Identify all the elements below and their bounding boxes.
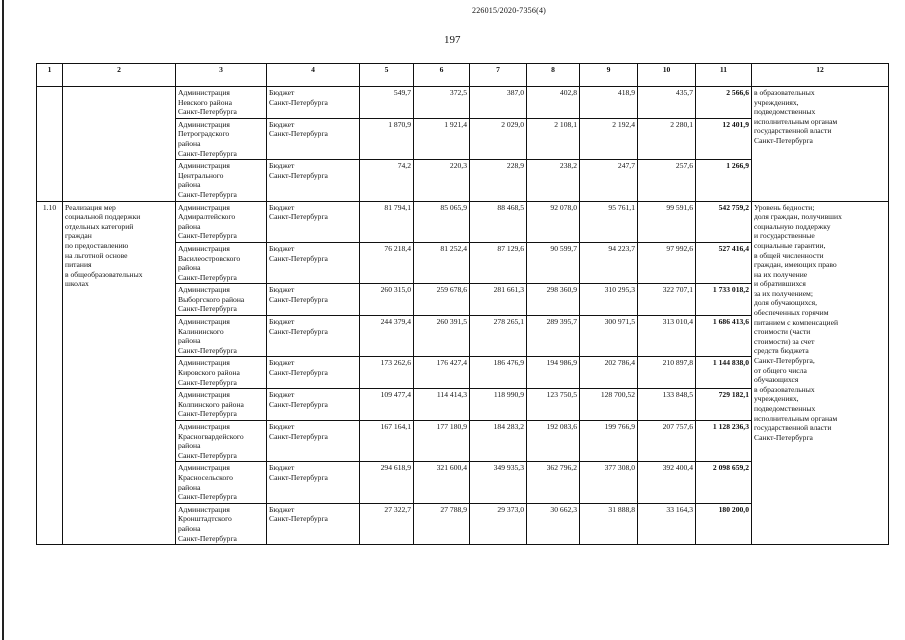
year-value-cell: 133 848,5 bbox=[638, 389, 696, 421]
year-value-cell: 281 661,3 bbox=[470, 284, 527, 316]
table-body bbox=[37, 64, 889, 545]
funding-source-cell bbox=[267, 242, 360, 283]
column-header: 2 bbox=[63, 64, 176, 87]
organization-line: Санкт-Петербурга bbox=[178, 492, 237, 502]
organization-line: Администрация bbox=[178, 358, 230, 368]
total-cell: 527 416,4 bbox=[696, 242, 752, 283]
funding-source-line: Бюджет bbox=[269, 161, 295, 171]
measure-line: по предоставлению bbox=[65, 240, 129, 250]
organization-line: Адмиралтейского bbox=[178, 212, 236, 222]
organization-line: района bbox=[178, 523, 201, 533]
funding-source-line: Санкт-Петербурга bbox=[269, 170, 328, 180]
organization-line: Администрация bbox=[178, 88, 230, 97]
year-value-cell: 186 476,9 bbox=[470, 357, 527, 389]
organization-line: Санкт-Петербурга bbox=[178, 533, 237, 543]
organization-line: Выборгского района bbox=[178, 294, 245, 304]
funding-source-line: Санкт-Петербурга bbox=[269, 129, 328, 139]
organization-line: Красносельского bbox=[178, 472, 233, 482]
year-value-cell: 210 897,8 bbox=[638, 357, 696, 389]
funding-source-line: Санкт-Петербурга bbox=[269, 253, 328, 263]
year-value-cell: 76 218,4 bbox=[360, 242, 414, 283]
organization-cell bbox=[176, 284, 267, 316]
column-header: 9 bbox=[580, 64, 638, 87]
year-value-cell: 27 322,7 bbox=[360, 503, 414, 544]
year-value-cell: 372,5 bbox=[414, 87, 470, 119]
funding-source-line: Санкт-Петербурга bbox=[269, 472, 328, 482]
funding-source-line: Бюджет bbox=[269, 463, 295, 473]
indicator-line: и государственные bbox=[754, 231, 815, 241]
year-value-cell: 81 252,4 bbox=[414, 242, 470, 283]
item-number-cell: 1.10 bbox=[37, 201, 63, 545]
year-value-cell: 92 078,0 bbox=[527, 201, 580, 242]
indicator-line: подведомственных bbox=[754, 107, 816, 117]
measure-line: на льготной основе bbox=[65, 250, 128, 260]
funding-source-cell bbox=[267, 503, 360, 544]
indicator-line: государственной власти bbox=[754, 126, 832, 136]
column-header: 5 bbox=[360, 64, 414, 87]
funding-source-cell bbox=[267, 316, 360, 357]
year-value-cell: 260 315,0 bbox=[360, 284, 414, 316]
measure-line: школах bbox=[65, 279, 89, 289]
organization-line: Калининского bbox=[178, 326, 224, 336]
funding-source-cell bbox=[267, 201, 360, 242]
year-value-cell: 99 591,6 bbox=[638, 201, 696, 242]
organization-line: района bbox=[178, 138, 201, 148]
indicator-line: государственной власти bbox=[754, 423, 832, 433]
column-header: 10 bbox=[638, 64, 696, 87]
organization-line: Администрация bbox=[178, 161, 230, 171]
organization-cell bbox=[176, 316, 267, 357]
year-value-cell: 30 662,3 bbox=[527, 503, 580, 544]
funding-source-cell bbox=[267, 462, 360, 503]
year-value-cell: 184 283,2 bbox=[470, 421, 527, 462]
organization-cell bbox=[176, 87, 267, 119]
indicator-cell bbox=[752, 87, 889, 202]
organization-line: Центрального bbox=[178, 170, 224, 180]
organization-line: Администрация bbox=[178, 504, 230, 514]
indicator-line: Санкт-Петербурга bbox=[754, 432, 813, 442]
indicator-line: в образовательных bbox=[754, 384, 815, 394]
year-value-cell: 177 180,9 bbox=[414, 421, 470, 462]
funding-source-cell bbox=[267, 118, 360, 159]
organization-cell bbox=[176, 462, 267, 503]
year-value-cell: 259 678,6 bbox=[414, 284, 470, 316]
organization-line: Кронштадтского bbox=[178, 514, 232, 524]
year-value-cell: 313 010,4 bbox=[638, 316, 696, 357]
year-value-cell: 220,3 bbox=[414, 160, 470, 201]
organization-cell bbox=[176, 503, 267, 544]
organization-line: Санкт-Петербурга bbox=[178, 450, 237, 460]
organization-cell bbox=[176, 118, 267, 159]
total-cell: 1 266,9 bbox=[696, 160, 752, 201]
organization-line: Администрация bbox=[178, 285, 230, 295]
year-value-cell: 298 360,9 bbox=[527, 284, 580, 316]
year-value-cell: 88 468,5 bbox=[470, 201, 527, 242]
organization-cell bbox=[176, 357, 267, 389]
funding-source-line: Бюджет bbox=[269, 422, 295, 431]
measure-line: в общеобразовательных bbox=[65, 269, 143, 279]
total-cell: 180 200,0 bbox=[696, 503, 752, 544]
year-value-cell: 310 295,3 bbox=[580, 284, 638, 316]
organization-line: Администрация bbox=[178, 202, 230, 212]
year-value-cell: 94 223,7 bbox=[580, 242, 638, 283]
organization-line: Красногвардейского bbox=[178, 431, 244, 441]
organization-line: Администрация bbox=[178, 317, 230, 327]
indicator-line: от общего числа bbox=[754, 365, 807, 375]
organization-line: района bbox=[178, 263, 201, 273]
year-value-cell: 173 262,6 bbox=[360, 357, 414, 389]
year-value-cell: 294 618,9 bbox=[360, 462, 414, 503]
year-value-cell: 322 707,1 bbox=[638, 284, 696, 316]
year-value-cell: 74,2 bbox=[360, 160, 414, 201]
measure-line: питания bbox=[65, 260, 92, 270]
organization-line: Санкт-Петербурга bbox=[178, 377, 237, 387]
funding-source-cell bbox=[267, 421, 360, 462]
indicator-line: социальные гарантии, bbox=[754, 240, 826, 250]
year-value-cell: 1 870,9 bbox=[360, 118, 414, 159]
organization-line: Санкт-Петербурга bbox=[178, 231, 237, 241]
year-value-cell: 244 379,4 bbox=[360, 316, 414, 357]
organization-line: района bbox=[178, 180, 201, 190]
column-header: 11 bbox=[696, 64, 752, 87]
funding-source-line: Бюджет bbox=[269, 243, 295, 253]
scan-edge-line bbox=[2, 0, 4, 640]
year-value-cell: 362 796,2 bbox=[527, 462, 580, 503]
indicator-line: за их получением; bbox=[754, 288, 813, 298]
organization-line: района bbox=[178, 336, 201, 346]
organization-line: Администрация bbox=[178, 422, 230, 431]
column-header: 6 bbox=[414, 64, 470, 87]
year-value-cell: 289 395,7 bbox=[527, 316, 580, 357]
organization-line: Администрация bbox=[178, 390, 230, 400]
total-cell: 1 144 838,0 bbox=[696, 357, 752, 389]
funding-source-line: Бюджет bbox=[269, 202, 295, 212]
total-cell: 542 759,2 bbox=[696, 201, 752, 242]
organization-line: Санкт-Петербурга bbox=[178, 148, 237, 158]
year-value-cell: 238,2 bbox=[527, 160, 580, 201]
organization-line: Петроградского bbox=[178, 129, 230, 139]
funding-source-cell bbox=[267, 389, 360, 421]
indicator-line: стоимости) за счет bbox=[754, 336, 815, 346]
organization-line: Колпинского района bbox=[178, 399, 244, 409]
year-value-cell: 278 265,1 bbox=[470, 316, 527, 357]
organization-cell bbox=[176, 421, 267, 462]
year-value-cell: 2 192,4 bbox=[580, 118, 638, 159]
year-value-cell: 257,6 bbox=[638, 160, 696, 201]
indicator-line: стоимости (части bbox=[754, 327, 811, 337]
total-cell: 729 182,1 bbox=[696, 389, 752, 421]
total-cell: 1 128 236,3 bbox=[696, 421, 752, 462]
measure-name-cell bbox=[63, 201, 176, 545]
organization-cell bbox=[176, 389, 267, 421]
organization-line: Санкт-Петербурга bbox=[178, 107, 237, 117]
year-value-cell: 300 971,5 bbox=[580, 316, 638, 357]
indicator-line: в образовательных bbox=[754, 88, 815, 97]
year-value-cell: 260 391,5 bbox=[414, 316, 470, 357]
table-row bbox=[37, 201, 889, 242]
funding-source-line: Бюджет bbox=[269, 504, 295, 514]
indicator-line: доля обучающихся, bbox=[754, 298, 818, 308]
indicator-line: исполнительным органам bbox=[754, 413, 838, 423]
total-cell: 1 686 413,6 bbox=[696, 316, 752, 357]
funding-source-cell bbox=[267, 160, 360, 201]
indicator-line: Уровень бедности; bbox=[754, 202, 815, 212]
funding-source-line: Бюджет bbox=[269, 390, 295, 400]
indicator-line: исполнительным органам bbox=[754, 116, 838, 126]
funding-source-line: Санкт-Петербурга bbox=[269, 368, 328, 378]
measure-line: социальной поддержки bbox=[65, 212, 141, 222]
year-value-cell: 95 761,1 bbox=[580, 201, 638, 242]
year-value-cell: 387,0 bbox=[470, 87, 527, 119]
organization-line: Санкт-Петербурга bbox=[178, 304, 237, 314]
year-value-cell: 33 164,3 bbox=[638, 503, 696, 544]
indicator-line: доля граждан, получивших bbox=[754, 212, 842, 222]
year-value-cell: 418,9 bbox=[580, 87, 638, 119]
year-value-cell: 176 427,4 bbox=[414, 357, 470, 389]
year-value-cell: 114 414,3 bbox=[414, 389, 470, 421]
funding-source-line: Бюджет bbox=[269, 317, 295, 327]
year-value-cell: 85 065,9 bbox=[414, 201, 470, 242]
item-number-cell bbox=[37, 87, 63, 202]
organization-line: Санкт-Петербурга bbox=[178, 409, 237, 419]
column-header: 7 bbox=[470, 64, 527, 87]
column-header: 1 bbox=[37, 64, 63, 87]
organization-line: района bbox=[178, 441, 201, 451]
year-value-cell: 118 990,9 bbox=[470, 389, 527, 421]
year-value-cell: 87 129,6 bbox=[470, 242, 527, 283]
indicator-line: средств бюджета bbox=[754, 346, 809, 356]
year-value-cell: 194 986,9 bbox=[527, 357, 580, 389]
total-cell: 2 566,6 bbox=[696, 87, 752, 119]
year-value-cell: 192 083,6 bbox=[527, 421, 580, 462]
table-header-row bbox=[37, 64, 889, 87]
organization-line: района bbox=[178, 482, 201, 492]
funding-source-line: Санкт-Петербурга bbox=[269, 294, 328, 304]
organization-line: Санкт-Петербурга bbox=[178, 345, 237, 355]
year-value-cell: 435,7 bbox=[638, 87, 696, 119]
year-value-cell: 123 750,5 bbox=[527, 389, 580, 421]
table-row bbox=[37, 87, 889, 119]
organization-cell bbox=[176, 201, 267, 242]
funding-source-line: Бюджет bbox=[269, 119, 295, 129]
year-value-cell: 392 400,4 bbox=[638, 462, 696, 503]
year-value-cell: 228,9 bbox=[470, 160, 527, 201]
indicator-line: подведомственных bbox=[754, 404, 816, 413]
total-cell: 12 401,9 bbox=[696, 118, 752, 159]
year-value-cell: 2 108,1 bbox=[527, 118, 580, 159]
organization-line: Кировского района bbox=[178, 368, 240, 378]
organization-cell bbox=[176, 242, 267, 283]
program-table bbox=[36, 63, 889, 545]
indicator-line: граждан, имеющих право bbox=[754, 260, 837, 270]
total-cell: 2 098 659,2 bbox=[696, 462, 752, 503]
indicator-line: в общей численности bbox=[754, 250, 824, 260]
year-value-cell: 97 992,6 bbox=[638, 242, 696, 283]
year-value-cell: 349 935,3 bbox=[470, 462, 527, 503]
funding-source-line: Бюджет bbox=[269, 88, 295, 97]
organization-line: Администрация bbox=[178, 463, 230, 473]
indicator-line: социальную поддержку bbox=[754, 221, 831, 231]
page-number: 197 bbox=[444, 34, 461, 46]
year-value-cell: 321 600,4 bbox=[414, 462, 470, 503]
funding-source-line: Санкт-Петербурга bbox=[269, 431, 328, 441]
year-value-cell: 2 029,0 bbox=[470, 118, 527, 159]
indicator-cell bbox=[752, 201, 889, 545]
funding-source-line: Санкт-Петербурга bbox=[269, 326, 328, 336]
year-value-cell: 29 373,0 bbox=[470, 503, 527, 544]
year-value-cell: 31 888,8 bbox=[580, 503, 638, 544]
organization-cell bbox=[176, 160, 267, 201]
funding-source-line: Санкт-Петербурга bbox=[269, 514, 328, 524]
funding-source-line: Санкт-Петербурга bbox=[269, 97, 328, 107]
year-value-cell: 167 164,1 bbox=[360, 421, 414, 462]
year-value-cell: 377 308,0 bbox=[580, 462, 638, 503]
organization-line: Василеостровского bbox=[178, 253, 241, 263]
funding-source-line: Санкт-Петербурга bbox=[269, 399, 328, 409]
total-cell: 1 733 018,2 bbox=[696, 284, 752, 316]
year-value-cell: 1 921,4 bbox=[414, 118, 470, 159]
column-header: 4 bbox=[267, 64, 360, 87]
year-value-cell: 27 788,9 bbox=[414, 503, 470, 544]
year-value-cell: 81 794,1 bbox=[360, 201, 414, 242]
organization-line: Санкт-Петербурга bbox=[178, 189, 237, 199]
funding-source-cell bbox=[267, 357, 360, 389]
indicator-line: на их получение bbox=[754, 269, 808, 279]
year-value-cell: 247,7 bbox=[580, 160, 638, 201]
year-value-cell: 202 786,4 bbox=[580, 357, 638, 389]
indicator-line: обеспеченных горячим bbox=[754, 308, 829, 318]
organization-line: Администрация bbox=[178, 119, 230, 129]
funding-source-cell bbox=[267, 284, 360, 316]
funding-source-cell bbox=[267, 87, 360, 119]
measure-line: Реализация мер bbox=[65, 202, 116, 212]
indicator-line: Санкт-Петербурга bbox=[754, 135, 813, 145]
year-value-cell: 128 700,52 bbox=[580, 389, 638, 421]
year-value-cell: 90 599,7 bbox=[527, 242, 580, 283]
year-value-cell: 109 477,4 bbox=[360, 389, 414, 421]
measure-line: граждан bbox=[65, 231, 92, 241]
year-value-cell: 549,7 bbox=[360, 87, 414, 119]
column-header: 12 bbox=[752, 64, 889, 87]
organization-line: Санкт-Петербурга bbox=[178, 272, 237, 282]
year-value-cell: 207 757,6 bbox=[638, 421, 696, 462]
indicator-line: питанием с компенсацией bbox=[754, 317, 839, 327]
column-header: 8 bbox=[527, 64, 580, 87]
measure-line: отдельных категорий bbox=[65, 221, 134, 231]
organization-line: района bbox=[178, 221, 201, 231]
measure-name-cell bbox=[63, 87, 176, 202]
indicator-line: и обратившихся bbox=[754, 279, 806, 289]
indicator-line: учреждениях, bbox=[754, 97, 799, 107]
year-value-cell: 2 280,1 bbox=[638, 118, 696, 159]
indicator-line: обучающихся bbox=[754, 375, 799, 385]
indicator-line: Санкт-Петербурга, bbox=[754, 356, 815, 366]
funding-source-line: Бюджет bbox=[269, 285, 295, 295]
year-value-cell: 199 766,9 bbox=[580, 421, 638, 462]
organization-line: Невского района bbox=[178, 97, 232, 107]
organization-line: Администрация bbox=[178, 243, 230, 253]
indicator-line: учреждениях, bbox=[754, 394, 799, 404]
funding-source-line: Бюджет bbox=[269, 358, 295, 368]
funding-source-line: Санкт-Петербурга bbox=[269, 212, 328, 222]
year-value-cell: 402,8 bbox=[527, 87, 580, 119]
column-header: 3 bbox=[176, 64, 267, 87]
document-code: 226015/2020-7356(4) bbox=[472, 6, 547, 15]
